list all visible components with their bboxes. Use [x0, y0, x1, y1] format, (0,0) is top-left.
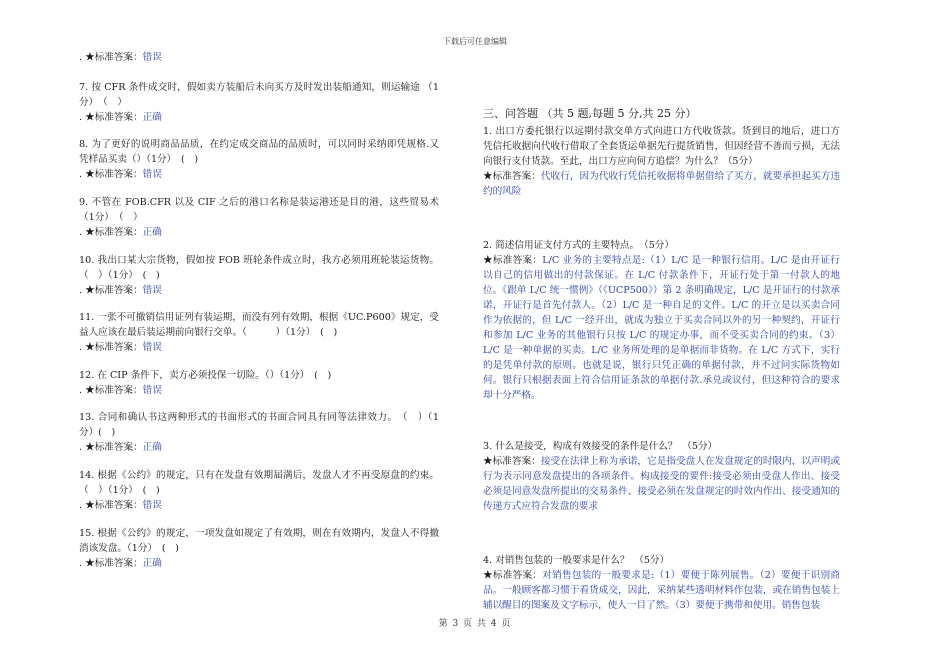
answer-line: . ★标准答案：错误 [79, 285, 162, 296]
question-item [79, 368, 439, 398]
question-text: 1. 出口方委托银行以远期付款交单方式向进口方代收货款。货到目的地后，进口方凭信托收据向代收行借取了全套货运单据先行提货销售，但因经营不善而亏损，无法向银行支付货款。至此，出口方应向何方追偿？为什么？（5分） [483, 126, 840, 167]
answer-value: 正确 [142, 227, 162, 238]
question-item [79, 50, 439, 65]
answer-line: . ★标准答案：错误 [79, 169, 162, 180]
answer-block: ★标准答案：代收行，因为代收行凭信托收据将单据借给了买方，就要承担起买方违约的风险 [483, 171, 841, 197]
question-item [483, 439, 840, 514]
answer-line: . ★标准答案：正确 [79, 227, 162, 238]
question-text: 9. 不管在 FOB.CFR 以及 CIF 之后的港口名称是装运港还是目的港，这些贸易术 （1分） （ ） [79, 197, 439, 223]
question-item [79, 80, 439, 125]
page-header-note: 下载后可任意编辑 [443, 37, 507, 46]
question-item [79, 310, 439, 355]
answer-value: 错误 [142, 285, 162, 296]
question-item [483, 553, 840, 613]
page-footer-note: 第 3 页 共 4 页 [438, 619, 512, 629]
answer-block: ★标准答案：对销售包装的一般要求是:（1）要便于陈列展售。（2）要便于识别商品。一般顾客都习惯于看货成交，因此，采纳某些透明材料作包装，或在销售包装上辅以醒目的图案及文字标示，使人一目了然。（3）要便于携带和使用。销售包装 [483, 570, 841, 611]
question-text: 11. 一张不可撤销信用证列有装运期，而没有列有效期，根据《UC.P600》规定，受益人应该在最后装运期前向银行交单。（ ）（1分） ( ) [79, 312, 439, 338]
answer-line: . ★标准答案：正确 [79, 558, 162, 569]
question-text: 3. 什么是接受，构成有效接受的条件是什么？ （5分） [483, 441, 718, 452]
answer-line: . ★标准答案：正确 [79, 112, 162, 123]
question-text: 14. 根据《公约》的规定，只有在发盘有效期届满后，发盘人才不再受原盘的约束。（ ）（1分） ( ) [79, 470, 439, 496]
question-item [79, 468, 439, 513]
question-text: 10. 我出口某大宗货物，假如按 FOB 班轮条件成立时，我方必须用班轮装运货物。（ ）（1分） ( ) [79, 255, 439, 281]
question-text: 2. 简述信用证支付方式的主要特点。 （5分） [483, 240, 674, 251]
question-item [79, 195, 439, 240]
answer-block: ★标准答案：L/C 业务的主要特点是:（1）L/C 是一种银行信用。L/C 是由开证行以自己的信用做出的付款保证。在 L/C 付款条件下，开证行处于第一付款人的地位。《跟单 L/C 统一惯例》（《UCP500》）第 2 条明确规定，L/C 是开证行的付款承诺，开证行是首先付款人。（2）L/C 是一种自足的文件。L/C 的开立是以买卖合同作为依据的，但 L/C 一经开出，就成为独立于买卖合同以外的另一种契约，开证行和参加 L/C 业务的其他银行只按 L/C 的规定办事，而不受买卖合同的约束。（3）L/C 是一种单据的买卖。L/C 业务所处理的是单据而非货物。在 L/C 方式下，实行的是凭单付款的原则。也就是说，银行只凭正确的单据付款，并不过问实际货物如何。银行只根据表面上符合信用证条款的单据付款.承兑或议付，但这种符合的要求却十分严格。 [483, 255, 840, 401]
answer-line: . ★标准答案：错误 [79, 342, 162, 353]
answer-value: 正确 [142, 442, 162, 453]
answer-block: ★标准答案：接受在法律上称为承诺，它是指受盘人在发盘规定的时限内，以声明或行为表示同意发盘提出的各项条件。构成接受的要件:接受必须由受盘人作出、接受必须是同意发盘所提出的交易条件、接受必须在发盘规定的时效内作出、接受通知的传递方式应符合发盘的要求 [483, 456, 841, 512]
answer-value: 正确 [142, 558, 162, 569]
answer-value: 接受在法律上称为承诺，它是指受盘人在发盘规定的时限内，以声明或行为表示同意发盘提出的各项条件。构成接受的要件:接受必须由受盘人作出、接受必须是同意发盘所提出的交易条件、接受必须在发盘规定的时效内作出、接受通知的传递方式应符合发盘的要求 [483, 456, 841, 512]
question-item [79, 526, 439, 571]
answer-value: 错误 [142, 500, 162, 511]
question-item [79, 253, 439, 298]
answer-value: 代收行，因为代收行凭信托收据将单据借给了买方，就要承担起买方违约的风险 [483, 171, 841, 197]
answer-line: . ★标准答案：错误 [79, 500, 162, 511]
question-text: 8. 为了更好的说明商品品质，在约定成交商品的品质时，可以同时采纳即凭规格.又凭样品买卖（）（1分） ( ) [79, 139, 439, 165]
answer-line: . ★标准答案：错误 [79, 385, 162, 396]
question-text: 7. 按 CFR 条件成交时，假如卖方装船后未向买方及时发出装船通知，则运输途 （1分） （ ） [79, 82, 439, 108]
question-item [483, 238, 840, 403]
answer-value: 对销售包装的一般要求是:（1）要便于陈列展售。（2）要便于识别商品。一般顾客都习惯于看货成交，因此，采纳某些透明材料作包装，或在销售包装上辅以醒目的图案及文字标示，使人一目了然。（3）要便于携带和使用。销售包装 [483, 570, 841, 611]
answer-value: 错误 [142, 342, 162, 353]
question-text: 13. 合同和确认书这两种形式的书面形式的书面合同具有同等法律效力。 （ ）（1分）( ) [79, 412, 439, 438]
section-title: 三、问答题 （共 5 题,每题 5 分,共 25 分） [483, 107, 697, 120]
question-item [79, 410, 439, 455]
answer-value: 错误 [142, 385, 162, 396]
answer-value: 错误 [142, 169, 162, 180]
question-text: 12. 在 CIP 条件下，卖方必须投保一切险。（）（1分） ( ) [79, 370, 332, 381]
question-text: 4. 对销售包装的一般要求是什么？ （5分） [483, 555, 670, 566]
answer-line: . ★标准答案：正确 [79, 442, 162, 453]
question-item [483, 124, 840, 199]
answer-value: 错误 [142, 52, 162, 63]
answer-line: . ★标准答案：错误 [79, 52, 162, 63]
question-item [79, 137, 439, 182]
answer-value: 正确 [142, 112, 162, 123]
question-text: 15. 根据《公约》的规定，一项发盘如规定了有效期，则在有效期内，发盘人不得撤消该发盘。（1分） ( ) [79, 528, 439, 554]
answer-value: L/C 业务的主要特点是:（1）L/C 是一种银行信用。L/C 是由开证行以自己的信用做出的付款保证。在 L/C 付款条件下，开证行处于第一付款人的地位。《跟单 L/C 统一惯例》（《UCP500》）第 2 条明确规定，L/C 是开证行的付款承诺，开证行是首先付款人。（2）L/C 是一种自足的文件。L/C 的开立是以买卖合同作为依据的，但 L/C 一经开出，就成为独立于买卖合同以外的另一种契约，开证行和参加 L/C 业务的其他银行只按 L/C 的规定办事，而不受买卖合同的约束。（3）L/C 是一种单据的买卖。L/C 业务所处理的是单据而非货物。在 L/C 方式下，实行的是凭单付款的原则。也就是说，银行只凭正确的单据付款，并不过问实际货物如何。银行只根据表面上符合信用证条款的单据付款.承兑或议付，但这种符合的要求却十分严格。 [483, 255, 840, 401]
